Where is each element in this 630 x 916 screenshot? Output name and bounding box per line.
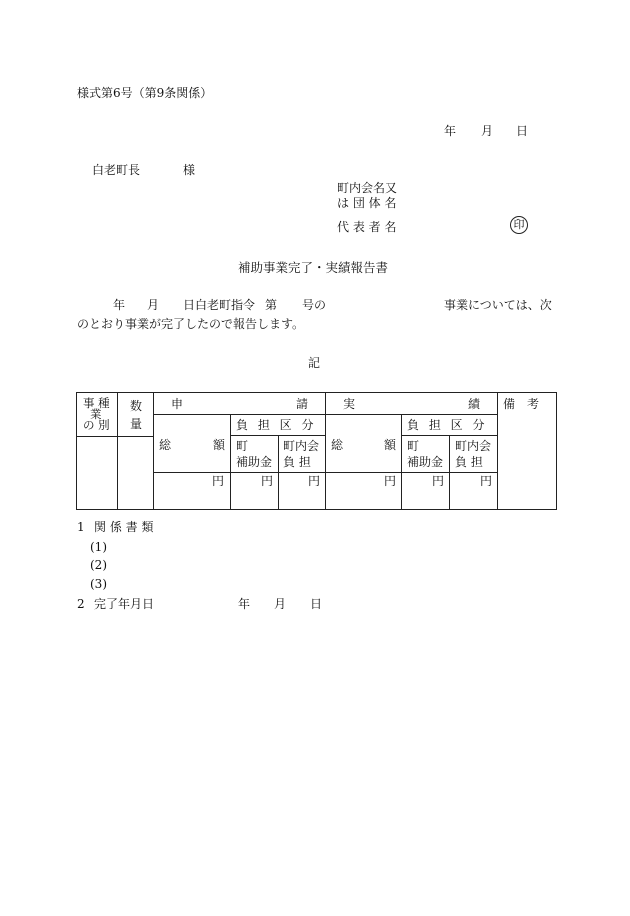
body-directive-text: 日白老町指令 [183, 298, 256, 312]
item2-day: 日 [310, 597, 323, 611]
yen-res-town: 円 [432, 474, 445, 488]
item1-sub1: (1) [90, 540, 107, 554]
date-year-label: 年 [444, 124, 457, 138]
org-name-label-line2: は 団 体 名 [337, 196, 397, 210]
table-col-divider-7 [449, 435, 450, 510]
yen-res-total: 円 [384, 474, 397, 488]
form-number: 様式第6号（第9条関係） [77, 86, 213, 100]
yen-app-town: 円 [261, 474, 274, 488]
ki-label: 記 [308, 356, 321, 370]
body-project-text: 事業については、次 [444, 298, 552, 312]
item1-sub2: (2) [90, 558, 107, 572]
body-go-no: 号の [302, 298, 327, 312]
res-assoc-burden-2: 負 担 [455, 455, 483, 469]
document-title: 補助事業完了・実績報告書 [238, 260, 389, 275]
table-col-divider-1 [117, 392, 118, 510]
table-border-bottom [76, 509, 557, 510]
item2-number: 2 [77, 597, 85, 611]
seal-text: 印 [513, 218, 525, 231]
yen-res-assoc: 円 [480, 474, 493, 488]
yen-app-total: 円 [212, 474, 225, 488]
app-total-1: 総 [159, 438, 172, 452]
seal-mark [510, 216, 528, 234]
table-col-divider-4 [278, 435, 279, 510]
representative-label: 代 表 者 名 [337, 220, 397, 234]
table-col-divider-8 [497, 392, 498, 510]
table-col-divider-5 [325, 392, 326, 510]
app-burden-division: 負 担 区 分 [236, 418, 317, 432]
recipient-name: 白老町長 [92, 163, 141, 177]
header-remarks: 備 考 [503, 397, 540, 411]
yen-app-assoc: 円 [308, 474, 321, 488]
body-line-2: のとおり事業が完了したので報告します。 [77, 317, 305, 331]
res-total-1: 総 [331, 438, 344, 452]
header-quantity-1: 数 [130, 399, 143, 413]
res-town-subsidy-1: 町 [407, 439, 420, 453]
item2-month: 月 [274, 597, 287, 611]
table-rule-left-cols [76, 436, 153, 437]
item1-sub3: (3) [90, 577, 107, 591]
header-application-1: 申 [171, 397, 184, 411]
header-application-2: 請 [296, 397, 309, 411]
header-results-1: 実 [343, 397, 356, 411]
body-month: 月 [147, 298, 160, 312]
table-col-divider-2 [153, 392, 154, 510]
date-day-label: 日 [516, 124, 529, 138]
table-col-divider-6 [401, 414, 402, 510]
date-month-label: 月 [481, 124, 494, 138]
item2-year: 年 [238, 597, 251, 611]
app-town-subsidy-1: 町 [236, 439, 249, 453]
table-border-right [556, 392, 557, 510]
item1-number: 1 [77, 520, 85, 534]
body-dai: 第 [265, 298, 278, 312]
body-year: 年 [113, 298, 126, 312]
res-assoc-burden-1: 町内会 [455, 439, 492, 453]
app-assoc-burden-1: 町内会 [283, 439, 320, 453]
header-project-type-2: 業 [90, 407, 102, 421]
recipient-honorific: 様 [183, 163, 196, 177]
item1-label: 関 係 書 類 [94, 520, 154, 534]
app-total-2: 額 [213, 438, 226, 452]
res-burden-division: 負 担 区 分 [407, 418, 488, 432]
res-town-subsidy-2: 補助金 [407, 455, 444, 469]
app-assoc-burden-2: 負 担 [283, 455, 311, 469]
table-col-divider-3 [230, 414, 231, 510]
org-name-label-line1: 町内会名又 [337, 181, 398, 195]
table-border-top [76, 392, 557, 393]
res-total-2: 額 [384, 438, 397, 452]
header-project-type-1: 事 種 [83, 396, 110, 410]
table-border-left [76, 392, 77, 510]
header-project-type-3: の 別 [83, 418, 110, 432]
app-town-subsidy-2: 補助金 [236, 455, 273, 469]
item2-label: 完了年月日 [94, 597, 155, 611]
header-quantity-2: 量 [130, 417, 143, 431]
header-results-2: 績 [468, 397, 481, 411]
